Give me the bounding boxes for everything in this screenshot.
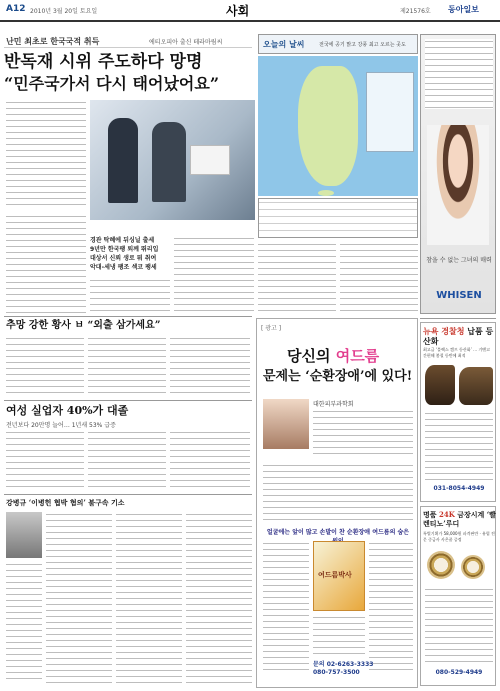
- ad-right1-headline-b: 납품 등산화: [423, 326, 494, 346]
- column-body-col2: [116, 512, 182, 684]
- article-photo: [90, 100, 255, 220]
- divider: [4, 316, 252, 317]
- ad-center[interactable]: [256, 318, 418, 688]
- article-body-col2: [90, 278, 170, 314]
- article-body-col1b: [6, 214, 86, 314]
- page-header: [0, 0, 500, 22]
- person-figure: [108, 118, 138, 203]
- article2-body-col2: [88, 336, 166, 398]
- photo-caption: [90, 222, 255, 232]
- column-body-col3: [186, 512, 252, 684]
- article3-body-col1: [6, 430, 84, 492]
- article-body-col1: [6, 100, 86, 210]
- ad-doctor-photo: [263, 399, 309, 449]
- ad-caption: 대한피부과학회: [313, 401, 354, 408]
- weather-body-col1: [258, 242, 336, 314]
- ad-center-headline-1: [287, 347, 417, 365]
- ad-center-body: [313, 409, 413, 459]
- page-number: A12: [6, 4, 26, 14]
- ad-right2-headline-c: 금장시계 ‘빨렌티노’루디: [423, 510, 496, 528]
- ad-right1-headline: [423, 326, 497, 346]
- person-figure: [152, 122, 186, 202]
- article-subhead: 악대-세냉 팽조 섹코 팽세: [90, 264, 157, 271]
- ad-center-headline-2: 문제는 ‘순환장애’에 있다!: [263, 369, 413, 384]
- ad-right2-phone[interactable]: 080-529-4949: [435, 669, 483, 676]
- article2-headline: 추망 강한 황사 ㅂ “외출 삼가세요”: [6, 320, 161, 331]
- certificate: [190, 145, 230, 175]
- ad-book-cover: [313, 541, 365, 611]
- ad-book-title: 여드름박사: [318, 571, 352, 579]
- article-body-col3: [174, 236, 254, 314]
- article3-body-col2: [88, 430, 166, 492]
- weather-map: [258, 56, 418, 196]
- issue-date: 2010년 3월 20일 토요일: [30, 8, 98, 15]
- ad-center-body-col3: [369, 541, 413, 671]
- ad-right-watch[interactable]: [420, 506, 496, 686]
- ad-right2-sub: 특별기획가 58,000원 파격판만 · 유럽 전문 중금사 사은품 증정: [423, 531, 495, 542]
- ad-center-body-col2: [313, 615, 365, 655]
- weather-title: 오늘의 날씨: [263, 40, 305, 49]
- article3-subhead: 전년보다 20만명 늘어… 1년새 53% 급증: [6, 422, 116, 429]
- ad-right2-headline: [423, 510, 497, 528]
- ad-right1-sub: 최고급 ‘블랙스 캠프 등산화’ … 기밴고 간편해 봄철 등반에 최적: [423, 347, 490, 358]
- article-kicker: 난민 최초로 한국국적 취득: [6, 37, 100, 46]
- ad-tag: [ 광고 ]: [261, 325, 282, 332]
- article-subhead: 9년만 한국팽 퇴께 뛰리입: [90, 246, 159, 253]
- ad-center-body-2: [263, 463, 413, 523]
- article2-body-col3: [170, 336, 250, 398]
- column-body-col1: [46, 512, 112, 684]
- article2-body-col1: [6, 336, 84, 398]
- ad-center-body-col1: [263, 541, 309, 671]
- ad-phone-label: 문의: [313, 661, 325, 668]
- weather-header: [258, 34, 418, 54]
- article-kicker-2: 에티오피아 출신 테라마림씨: [149, 39, 223, 46]
- ad-top-right[interactable]: [420, 34, 496, 314]
- ad-headline-part: 당신의: [287, 347, 336, 365]
- weather-table: [258, 198, 418, 238]
- ad-table: [425, 39, 493, 109]
- ad-right2-headline-a: 명품: [423, 510, 439, 519]
- issue-number: 제21576호: [400, 8, 431, 15]
- ad-right-boots[interactable]: [420, 322, 496, 502]
- ad-top-right-text: 참을 수 없는 그녀의 매력: [426, 257, 492, 264]
- article-headline-2: “민주국가서 다시 태어났어요”: [4, 74, 220, 93]
- article-headline-1: 반독재 시위 주도하다 망명: [4, 52, 203, 72]
- ad-right1-phone[interactable]: 031-8054-4949: [433, 485, 485, 492]
- article-subhead: 대상서 신뢰 생로 뭐 취여: [90, 255, 157, 262]
- ad-right1-body: [425, 411, 493, 481]
- column-body-col0: [6, 562, 42, 684]
- ad-center-phone[interactable]: [313, 659, 413, 668]
- columnist-photo: [6, 512, 42, 558]
- newspaper-brand: 동아일보: [448, 5, 479, 14]
- article3-body-col3: [170, 430, 250, 492]
- weather-legend: [366, 72, 414, 152]
- weather-body-col2: [340, 242, 418, 314]
- watch-image: [427, 551, 455, 579]
- ad-phone-number: 02-6263-3333: [326, 661, 374, 668]
- divider: [4, 494, 252, 495]
- divider: [420, 318, 496, 319]
- ad-headline-em: 여드름: [335, 347, 380, 365]
- column-headline: 강병규 ‘이병헌 협박 혐의’ 불구속 기소: [6, 498, 125, 507]
- boot-image: [425, 365, 455, 405]
- section-title: 사회: [226, 4, 250, 18]
- ad-right1-headline-a: 뉴욕 경찰청: [423, 326, 465, 336]
- ad-model-photo: [427, 125, 489, 245]
- divider: [4, 400, 252, 401]
- boot-image: [459, 367, 493, 405]
- ad-top-right-brand: WHISEN: [436, 290, 482, 301]
- article-subheads: [90, 236, 170, 276]
- weather-subtitle: 전국에 공기 맑고 강풍 최고 오르는 곳도: [319, 42, 406, 48]
- article-kicker-bar: [4, 34, 252, 48]
- ad-right2-headline-b: 24K: [438, 510, 455, 519]
- watch-image: [461, 555, 485, 579]
- ad-center-phone-2[interactable]: 080-757-3500: [313, 669, 360, 676]
- korea-peninsula: [298, 66, 358, 186]
- ad-center-body-text: 얼굴에는 앞이 많고 손발이 찬 순환장애 여드름의 숨은: [266, 529, 410, 536]
- article3-headline: 여성 실업자 40%가 대졸: [6, 404, 129, 417]
- article-subhead: 경관 탁혜에 뒤싱닐 출세: [90, 237, 155, 244]
- jeju-island: [318, 190, 334, 196]
- ad-right2-body: [425, 587, 493, 665]
